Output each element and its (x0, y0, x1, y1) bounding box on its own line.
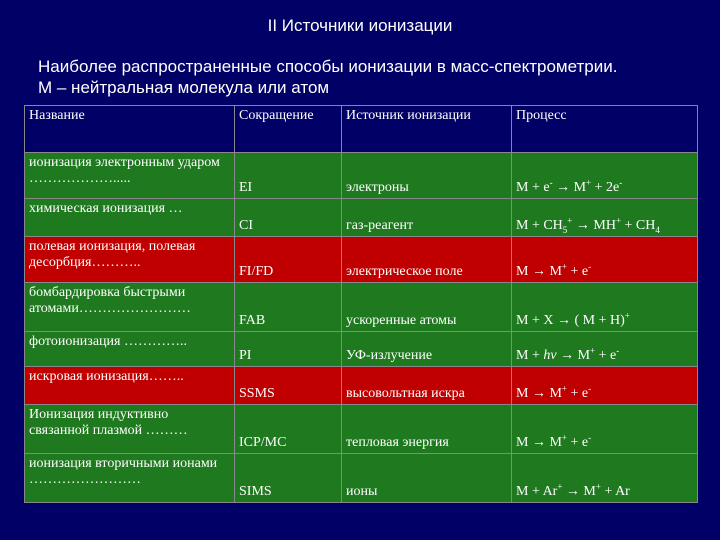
slide-title: II Источники ионизации (267, 16, 453, 35)
cell-source: газ-реагент (342, 199, 512, 237)
cell-process: M + hν → M+ + e- (512, 332, 698, 367)
subtitle-line-2: М – нейтральная молекула или атом (38, 78, 330, 97)
cell-abbr: PI (235, 332, 342, 367)
cell-source: УФ-излучение (342, 332, 512, 367)
cell-source: тепловая энергия (342, 405, 512, 454)
cell-abbr: EI (235, 153, 342, 199)
table-header-row (25, 106, 698, 153)
cell-process: M + e- → M+ + 2e- (512, 153, 698, 199)
cell-abbr: SSMS (235, 367, 342, 405)
slide-subtitle (38, 56, 708, 98)
table-row (25, 405, 698, 454)
table-row (25, 199, 698, 237)
cell-name: химическая ионизация … (25, 199, 235, 237)
cell-name: фотоионизация ………….. (25, 332, 235, 367)
subtitle-line-1: Наиболее распространенные способы ионизации в масс-спектрометрии. (38, 57, 618, 76)
header-source: Источник ионизации (342, 106, 512, 153)
cell-process: $M + CH_5^+ \to MH^+ + CH_4$ (512, 199, 698, 237)
table-row (25, 283, 698, 332)
table-row (25, 454, 698, 503)
header-process: Процесс (512, 106, 698, 153)
cell-source: ионы (342, 454, 512, 503)
cell-abbr: ICP/MC (235, 405, 342, 454)
cell-name: искровая ионизация…….. (25, 367, 235, 405)
cell-abbr: SIMS (235, 454, 342, 503)
cell-process: M + X → ( M + H)+ (512, 283, 698, 332)
cell-process: M → M+ + e- (512, 237, 698, 283)
header-abbr: Сокращение (235, 106, 342, 153)
ionization-methods-table (24, 105, 698, 503)
table-row (25, 332, 698, 367)
cell-name: ионизация электронным ударом ………………..... (25, 153, 235, 199)
table-row (25, 367, 698, 405)
table-row (25, 237, 698, 283)
cell-source: электрическое поле (342, 237, 512, 283)
header-name: Название (25, 106, 235, 153)
cell-name: бомбардировка быстрыми атомами…………………… (25, 283, 235, 332)
cell-name: полевая ионизация, полевая десорбция……….. (25, 237, 235, 283)
cell-name: Ионизация индуктивно связанной плазмой ……… (25, 405, 235, 454)
cell-abbr: FI/FD (235, 237, 342, 283)
cell-name: ионизация вторичными ионами …………………… (25, 454, 235, 503)
cell-process: M → M+ + e- (512, 405, 698, 454)
cell-abbr: CI (235, 199, 342, 237)
cell-process: M + Ar+ → M+ + Ar (512, 454, 698, 503)
cell-source: электроны (342, 153, 512, 199)
cell-abbr: FAB (235, 283, 342, 332)
cell-process: M → M+ + e- (512, 367, 698, 405)
cell-source: высовольтная искра (342, 367, 512, 405)
table-row (25, 153, 698, 199)
cell-source: ускоренные атомы (342, 283, 512, 332)
